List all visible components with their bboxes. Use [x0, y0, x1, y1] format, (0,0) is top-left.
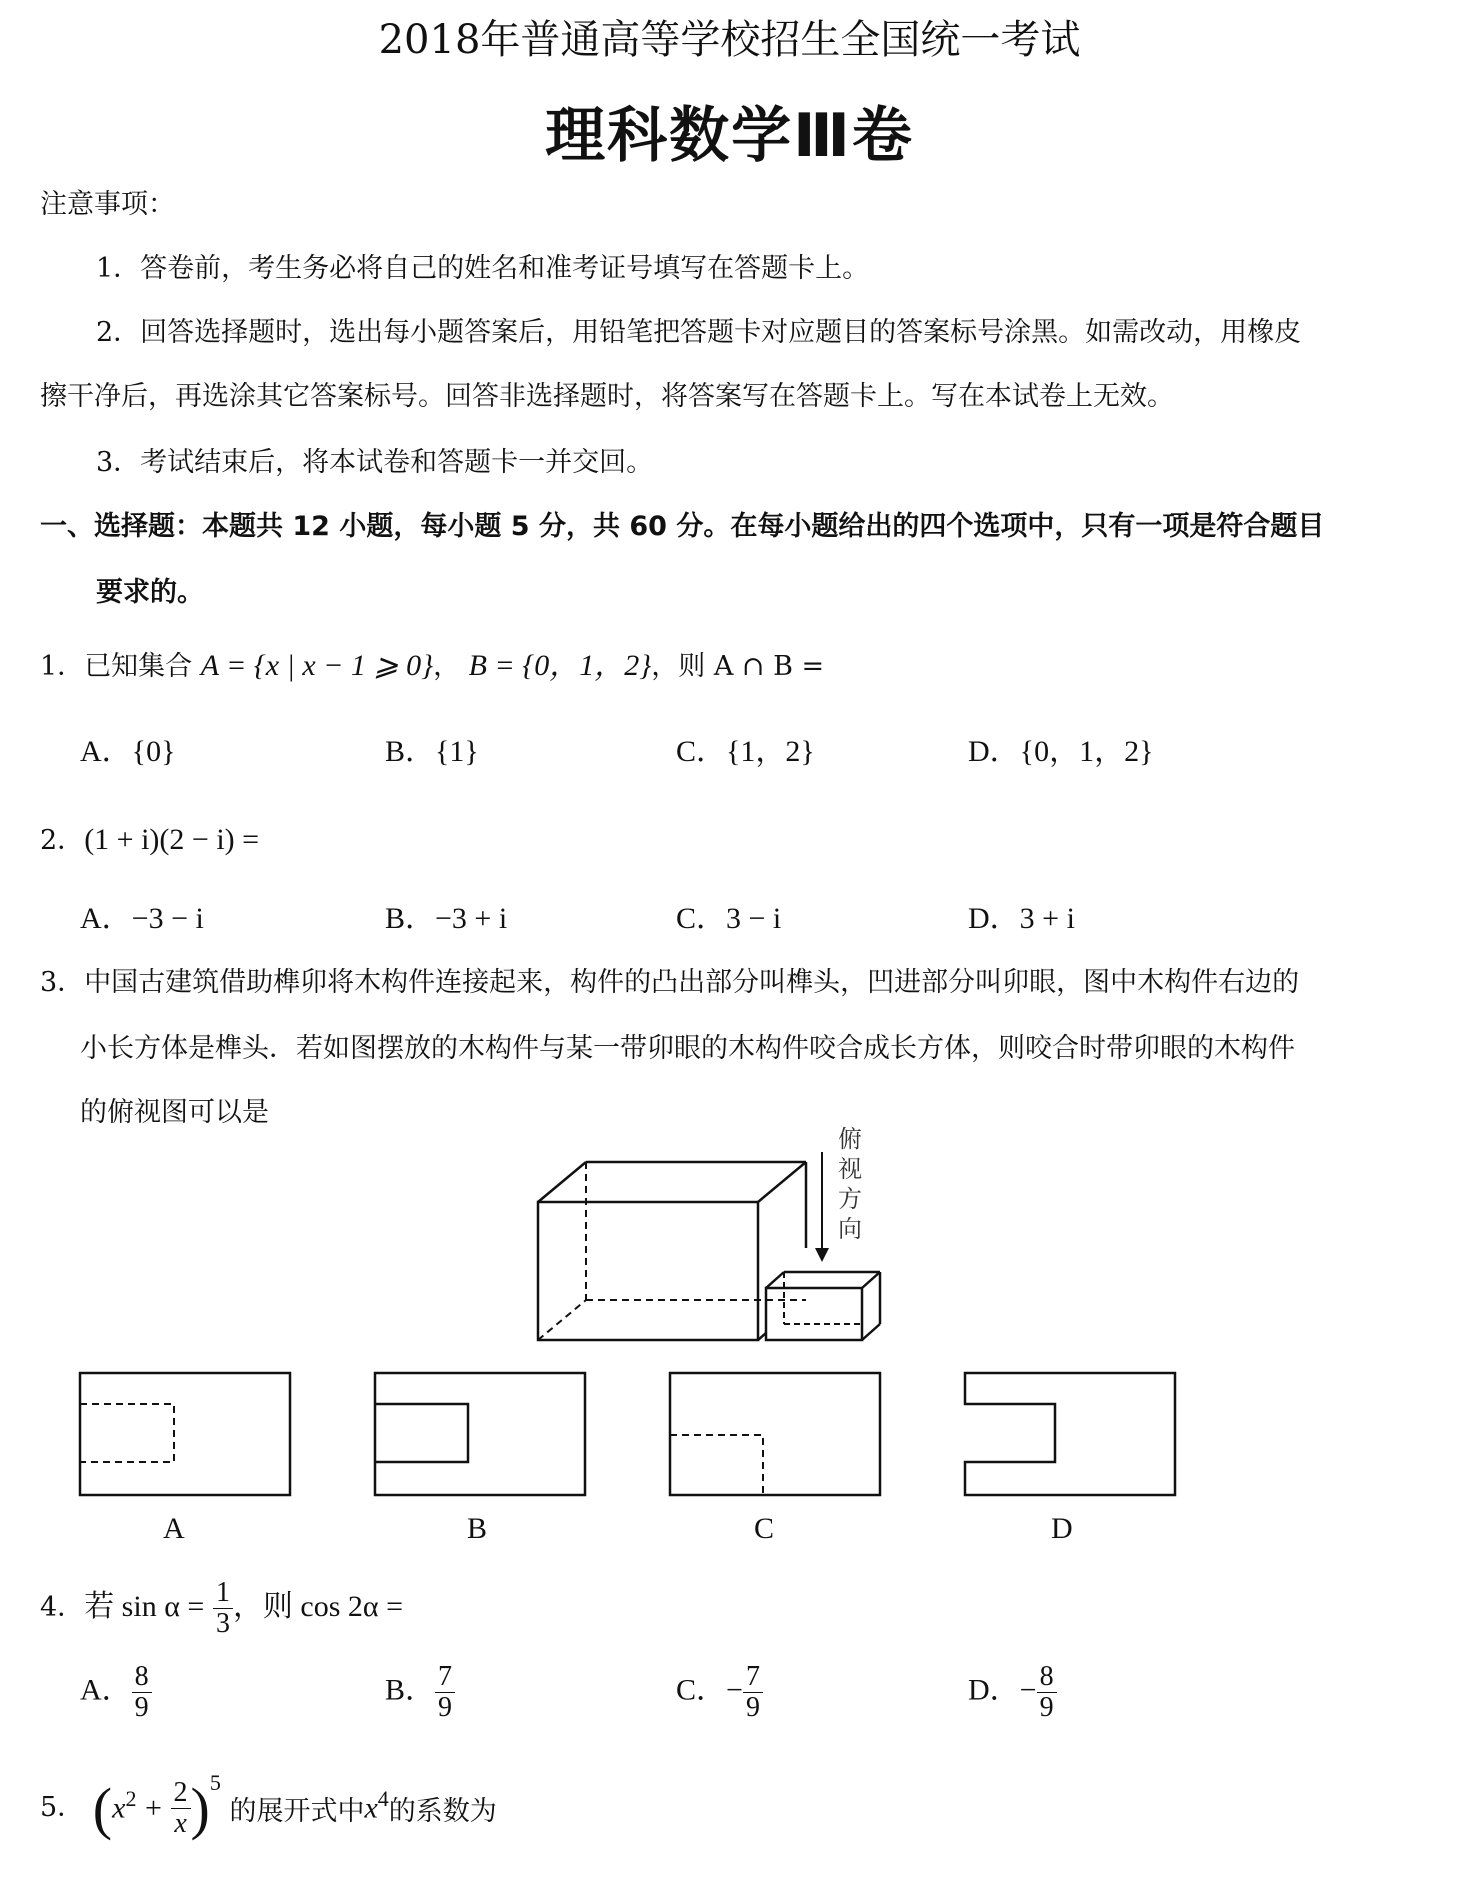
q2-option-c: C．3 − i [676, 902, 782, 935]
question-stem: (1 + i)(2 − i) = [84, 823, 260, 856]
down-arrow-icon [815, 1248, 829, 1262]
question-number: 2． [40, 825, 85, 856]
section-heading-line-1: 一、选择题：本题共 12 小题，每小题 5 分，共 60 分。在每小题给出的四个选项中，只有一项是符合题目 [40, 511, 1325, 542]
numerator: 7 [438, 1661, 453, 1692]
q4-option-b [385, 1662, 455, 1723]
q4-option-c [676, 1662, 763, 1723]
tail-exponent: 4 [377, 1786, 389, 1811]
option-fraction [743, 1662, 763, 1723]
numerator: 2 [173, 1777, 188, 1808]
section-heading-line-2: 要求的。 [96, 577, 204, 608]
option-sign: − [726, 1673, 743, 1707]
choice-label-a: A [163, 1512, 185, 1545]
numerator: 1 [215, 1577, 230, 1608]
power-exponent: 5 [209, 1770, 221, 1795]
q1-option-d: D．{0，1，2} [968, 735, 1154, 768]
choice-c-hidden-notch [670, 1435, 763, 1495]
question-number: 4． [40, 1592, 85, 1623]
choice-c-outline [670, 1373, 880, 1495]
q4-option-d [968, 1662, 1057, 1723]
denominator: 9 [743, 1692, 763, 1723]
question-2 [40, 818, 259, 857]
denominator: 9 [1037, 1692, 1057, 1723]
option-letter: A． [80, 1673, 132, 1707]
question-5 [40, 1770, 497, 1842]
option-letter: B． [385, 1673, 436, 1707]
notice-item-2-line-2: 擦干净后，再选涂其它答案标号。回答非选择题时，将答案写在答题卡上。写在本试卷上无效。 [40, 381, 1174, 412]
numerator: 8 [1039, 1661, 1054, 1692]
fraction [171, 1778, 191, 1839]
choice-d-outline [965, 1373, 1175, 1495]
choice-b-outline [375, 1373, 585, 1495]
question-number: 3． [40, 967, 85, 998]
choice-label-d: D [1051, 1512, 1073, 1545]
tail-prefix: 的展开式中 [229, 1796, 365, 1827]
option-sign: − [1019, 1673, 1037, 1707]
question-3-line-2: 小长方体是榫头．若如图摆放的木构件与某一带卯眼的木构件咬合成长方体，则咬合时带卯眼的木构件 [80, 1033, 1295, 1064]
separator: ， [433, 651, 461, 682]
option-fraction [1037, 1662, 1057, 1723]
denominator: 9 [132, 1692, 152, 1723]
q1-option-a: A．{0} [80, 735, 176, 768]
question-4 [40, 1578, 403, 1639]
denominator: 3 [213, 1608, 233, 1639]
tail-suffix: 的系数为 [388, 1796, 497, 1827]
question-text: 中国古建筑借助榫卯将木构件连接起来，构件的凸出部分叫榫头，凹进部分叫卯眼，图中木构件右边的 [84, 967, 1300, 998]
choice-a-outline [80, 1373, 290, 1495]
numerator: 8 [134, 1661, 149, 1692]
denominator: 9 [435, 1692, 455, 1723]
exam-title: 2018年普通高等学校招生全国统一考试 [378, 17, 1081, 63]
q2-option-b: B．−3 + i [385, 902, 508, 935]
set-a: A = {x | x − 1 ⩾ 0} [200, 649, 434, 682]
large-box-front [538, 1202, 758, 1340]
notice-item-2-line-1: 2．回答选择题时，选出每小题答案后，用铅笔把答题卡对应题目的答案标号涂黑。如需改动，用橡皮 [96, 317, 1302, 348]
q2-option-a: A．−3 − i [80, 902, 204, 935]
question-1 [40, 640, 824, 684]
denominator: x [171, 1808, 191, 1839]
plus-sign: + [145, 1791, 162, 1825]
q2-option-d: D．3 + i [968, 902, 1075, 935]
notice-item-1: 1．答卷前，考生务必将自己的姓名和准考证号填写在答题卡上。 [96, 253, 870, 284]
left-paren: ( [92, 1776, 113, 1841]
view-label-char: 俯 [838, 1125, 862, 1153]
numerator: 7 [745, 1661, 760, 1692]
option-fraction [132, 1662, 152, 1723]
base-x: x [112, 1791, 126, 1825]
fraction [213, 1578, 233, 1639]
choice-label-c: C [754, 1512, 775, 1545]
choice-b-notch [375, 1404, 468, 1462]
q4-option-a [80, 1662, 152, 1723]
tail-x: x [364, 1791, 378, 1825]
square-exponent: 2 [125, 1786, 137, 1811]
stem-prefix: 若 sin α = [84, 1590, 205, 1623]
notice-heading: 注意事项： [40, 189, 175, 220]
set-b: B = {0，1，2} [468, 649, 652, 682]
choice-label-b: B [467, 1512, 488, 1545]
question-stem: 已知集合 [84, 651, 193, 682]
tenon-box-front [766, 1288, 862, 1340]
view-label-char: 方 [838, 1185, 862, 1213]
question-3-line-3: 的俯视图可以是 [80, 1097, 269, 1128]
option-letter: D． [968, 1673, 1020, 1707]
question-number: 5． [40, 1792, 85, 1823]
question-3-line-1 [40, 960, 1299, 999]
view-label-char: 视 [838, 1155, 862, 1183]
option-letter: C． [676, 1673, 727, 1707]
choice-a-hidden-notch [80, 1404, 174, 1462]
question-number: 1． [40, 651, 85, 682]
stem-suffix: ，则 cos 2α = [232, 1590, 404, 1623]
right-paren: ) [190, 1776, 210, 1841]
paper-subtitle: 理科数学Ⅲ卷 [545, 101, 914, 171]
q1-option-b: B．{1} [385, 735, 479, 768]
q1-option-c: C．{1，2} [676, 735, 815, 768]
option-fraction [435, 1662, 455, 1723]
view-label-char: 向 [838, 1215, 862, 1243]
question-tail: ，则 A ∩ B = [651, 651, 825, 682]
top-view-choices [70, 1365, 1200, 1505]
view-direction-label [838, 1124, 862, 1244]
notice-item-3: 3．考试结束后，将本试卷和答题卡一并交回。 [96, 447, 654, 478]
